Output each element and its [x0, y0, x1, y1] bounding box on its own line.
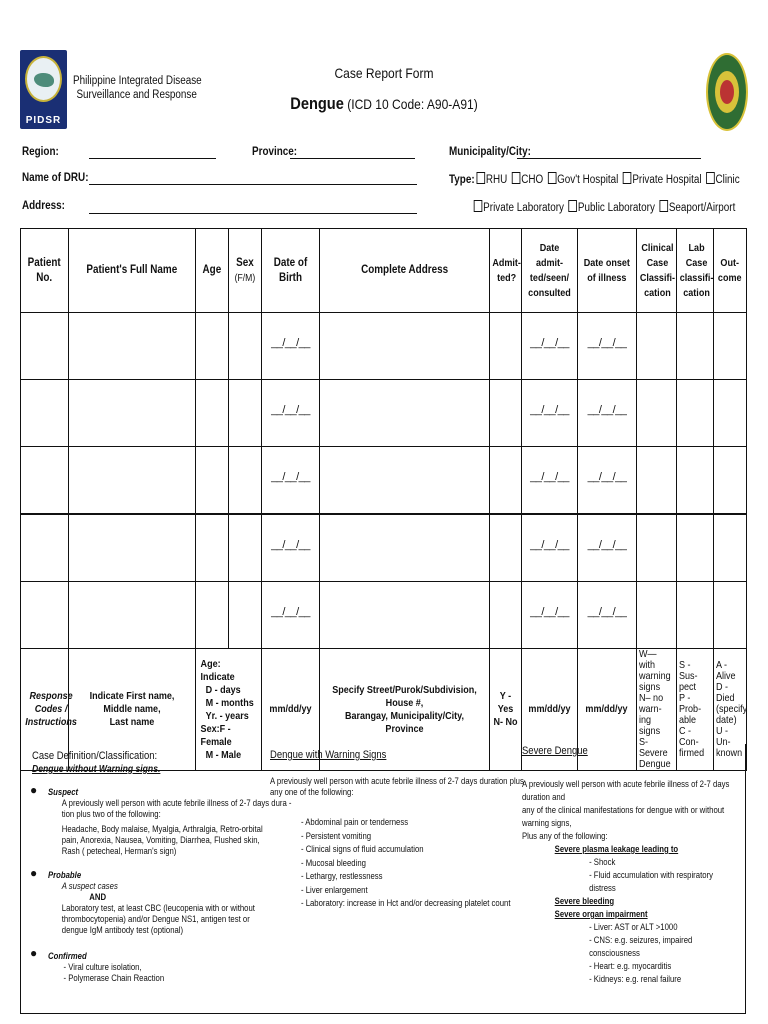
- date-onset-cell[interactable]: __/__/__: [578, 582, 637, 649]
- lab-cell[interactable]: [677, 582, 714, 649]
- name-instruction: Indicate First name, Middle name, Last name: [69, 649, 196, 771]
- admitted-instruction: Y - Yes N- No: [490, 649, 522, 771]
- private-lab-checkbox[interactable]: [474, 200, 483, 212]
- age-cell[interactable]: [196, 447, 229, 515]
- sex-cell[interactable]: [229, 313, 262, 380]
- patient-no-cell[interactable]: [21, 380, 69, 447]
- col-admitted: Admit- ted?: [490, 229, 522, 313]
- col-sex: Sex (F/M): [229, 229, 262, 313]
- clinical-cell[interactable]: [637, 380, 677, 447]
- outcome-cell[interactable]: [714, 313, 747, 380]
- outcome-cell[interactable]: [714, 582, 747, 649]
- pidsr-logo-text: PIDSR: [25, 115, 62, 126]
- suspect-block: Suspect A previously well person with acute febrile illness of 2-7 days dura - tion plus two of the following: Headache, Body malaise, Myalgia, Arthralgia, Retro-orbital pain, Anorexia, Nausea, Vomiting, Diarrhea, Flushed skin, Rash ( petecheal, Herman's sign): [48, 787, 292, 856]
- date-onset-cell[interactable]: __/__/__: [578, 514, 637, 582]
- age-cell[interactable]: [196, 514, 229, 582]
- organization-name: Philippine Integrated Disease Surveillance and Response: [73, 75, 202, 101]
- sex-cell[interactable]: [229, 380, 262, 447]
- date-admitted-cell[interactable]: __/__/__: [522, 582, 578, 649]
- case-report-table: [20, 228, 747, 771]
- icd-code: (ICD 10 Code: A90-A91): [347, 96, 478, 112]
- col-patient-no: Patient No.: [21, 229, 69, 313]
- municipality-label: Municipality/City:: [449, 146, 531, 158]
- col-date-onset: Date onset of illness: [578, 229, 637, 313]
- form-title: Case Report Form: [334, 65, 434, 81]
- govt-hospital-checkbox[interactable]: [548, 172, 557, 184]
- date-onset-cell[interactable]: __/__/__: [578, 313, 637, 380]
- sex-cell[interactable]: [229, 447, 262, 515]
- date-admitted-cell[interactable]: __/__/__: [522, 514, 578, 582]
- confirmed-block: Confirmed - Viral culture isolation, - Polymerase Chain Reaction: [48, 951, 165, 983]
- admitted-cell[interactable]: [490, 380, 522, 447]
- disease-name: Dengue: [290, 94, 344, 113]
- outcome-cell[interactable]: [714, 447, 747, 515]
- bullet-icon: ●: [30, 946, 38, 960]
- table-row: [21, 514, 747, 582]
- seaport-checkbox[interactable]: [659, 200, 668, 212]
- severe-block: Severe Dengue A previously well person with acute febrile illness of 2-7 days duration and any of the clinical manifestations for dengue with or without warning signs, Plus any of the following: Severe plasma leakage leading to - Shock - Fluid accumulation with respiratory distress Severe bleeding Severe organ impairment - Liver: AST or ALT >1000 - CNS: e.g. seizures, impaired consciousness - Heart: e.g. myocarditis - Kidneys: e.g. renal failure: [522, 745, 734, 986]
- probable-block: Probable A suspect cases AND Laboratory test, at least CBC (leucopenia with or without thrombocytopenia) and/or Dengue NS1, antigen test or dengue IgM antibody test (optional): [48, 870, 255, 935]
- clinical-cell[interactable]: [637, 447, 677, 515]
- clinical-cell[interactable]: [637, 514, 677, 582]
- col-outcome: Out- come: [714, 229, 747, 313]
- pidsr-logo: [20, 50, 67, 129]
- col-lab-class: Lab Case classifi- cation: [677, 229, 714, 313]
- address-instruction: Specify Street/Purok/Subdivision, House #, Barangay, Municipality/City, Province: [320, 649, 490, 771]
- date-onset-instruction: mm/dd/yy: [578, 649, 637, 771]
- lab-cell[interactable]: [677, 380, 714, 447]
- no-warning-heading: Dengue without Warning signs.: [32, 764, 161, 775]
- col-dob: Date of Birth: [262, 229, 320, 313]
- patient-no-cell[interactable]: [21, 514, 69, 582]
- instructions-label: Response Codes / Instructions: [21, 649, 69, 771]
- table-row: [21, 313, 747, 380]
- age-sex-instruction: Age: Indicate D - days M - months Yr. - years Sex:F - Female M - Male: [196, 649, 262, 771]
- table-row: [21, 447, 747, 515]
- region-field[interactable]: [89, 158, 216, 159]
- address-cell[interactable]: [320, 514, 490, 582]
- public-lab-checkbox[interactable]: [568, 200, 577, 212]
- address-field[interactable]: [89, 213, 417, 214]
- severe-heading: Severe Dengue: [522, 745, 588, 757]
- address-cell[interactable]: [320, 380, 490, 447]
- cho-checkbox[interactable]: [512, 172, 521, 184]
- name-cell[interactable]: [69, 380, 196, 447]
- name-cell[interactable]: [69, 313, 196, 380]
- warning-heading: Dengue with Warning Signs: [270, 749, 387, 761]
- dru-type-row: Type: RHU CHO Gov't Hospital Private Hospital Clinic: [449, 174, 740, 186]
- age-cell[interactable]: [196, 313, 229, 380]
- definitions-heading: Case Definition/Classification: Dengue without Warning signs.: [32, 750, 161, 775]
- col-clinical-class: Clinical Case Classifi- cation: [637, 229, 677, 313]
- province-label: Province:: [252, 146, 298, 158]
- age-cell[interactable]: [196, 380, 229, 447]
- table-row: [21, 380, 747, 447]
- name-cell[interactable]: [69, 582, 196, 649]
- admitted-cell[interactable]: [490, 447, 522, 515]
- name-cell[interactable]: [69, 514, 196, 582]
- clinical-cell[interactable]: [637, 582, 677, 649]
- dob-cell[interactable]: __/__/__: [262, 380, 320, 447]
- table-header-row: [21, 229, 747, 313]
- dru-field[interactable]: [89, 184, 417, 185]
- bullet-icon: ●: [30, 783, 38, 797]
- lab-cell[interactable]: [677, 514, 714, 582]
- region-label: Region:: [22, 146, 59, 158]
- dob-instruction: mm/dd/yy: [262, 649, 320, 771]
- bullet-icon: ●: [30, 866, 38, 880]
- patient-no-cell[interactable]: [21, 313, 69, 380]
- dru-label: Name of DRU:: [22, 172, 89, 184]
- clinical-codes: W—with warning signs N– no warn- ing signs S-Severe Dengue: [637, 649, 677, 771]
- col-address: Complete Address: [320, 229, 490, 313]
- dob-cell[interactable]: __/__/__: [262, 447, 320, 515]
- date-admitted-cell[interactable]: __/__/__: [522, 380, 578, 447]
- dob-cell[interactable]: __/__/__: [262, 313, 320, 380]
- dob-cell[interactable]: __/__/__: [262, 514, 320, 582]
- lab-cell[interactable]: [677, 313, 714, 380]
- dob-cell[interactable]: __/__/__: [262, 582, 320, 649]
- date-onset-cell[interactable]: __/__/__: [578, 380, 637, 447]
- clinic-checkbox[interactable]: [706, 172, 715, 184]
- age-cell[interactable]: [196, 582, 229, 649]
- address-cell[interactable]: [320, 447, 490, 515]
- province-field[interactable]: [290, 158, 415, 159]
- doh-seal-icon: [706, 53, 748, 131]
- name-cell[interactable]: [69, 447, 196, 515]
- admitted-cell[interactable]: [490, 514, 522, 582]
- municipality-field[interactable]: [517, 158, 701, 159]
- outcome-cell[interactable]: [714, 380, 747, 447]
- col-full-name: Patient's Full Name: [69, 229, 196, 313]
- clinical-cell[interactable]: [637, 313, 677, 380]
- table-row: [21, 582, 747, 649]
- date-onset-cell[interactable]: __/__/__: [578, 447, 637, 515]
- date-admitted-instruction: mm/dd/yy: [522, 649, 578, 771]
- private-hospital-checkbox[interactable]: [623, 172, 632, 184]
- warning-block: Dengue with Warning Signs A previously well person with acute febrile illness of 2-7 days duration plus any one of the following: - Abdominal pain or tenderness - Persistent vomiting - Clinical signs of fluid accumulation - Mucosal bleeding - Lethargy, restlessness - Liver enlargement - Laboratory: increase in Hct and/or decreasing platelet count: [270, 749, 524, 911]
- address-label: Address:: [22, 200, 65, 212]
- patient-no-cell[interactable]: [21, 582, 69, 649]
- type-label: Type:: [449, 174, 475, 186]
- date-admitted-cell[interactable]: __/__/__: [522, 447, 578, 515]
- sex-cell[interactable]: [229, 582, 262, 649]
- address-cell[interactable]: [320, 582, 490, 649]
- outcome-cell[interactable]: [714, 514, 747, 582]
- col-date-admitted: Date admit- ted/seen/ consulted: [522, 229, 578, 313]
- rhu-checkbox[interactable]: [476, 172, 485, 184]
- date-admitted-cell[interactable]: __/__/__: [522, 313, 578, 380]
- outcome-codes: A - Alive D - Died (specify date) U - Un- known: [714, 649, 747, 771]
- dru-type-row-2: Private Laboratory Public Laboratory Seaport/Airport: [472, 200, 735, 214]
- col-age: Age: [196, 229, 229, 313]
- address-cell[interactable]: [320, 313, 490, 380]
- lab-codes: S - Sus- pect P - Prob- able C - Con- firmed: [677, 649, 714, 771]
- sex-cell[interactable]: [229, 514, 262, 582]
- admitted-cell[interactable]: [490, 313, 522, 380]
- lab-cell[interactable]: [677, 447, 714, 515]
- form-subtitle: [54, 94, 714, 114]
- patient-no-cell[interactable]: [21, 447, 69, 515]
- admitted-cell[interactable]: [490, 582, 522, 649]
- warning-list: - Abdominal pain or tenderness - Persistent vomiting - Clinical signs of fluid accumulation - Mucosal bleeding - Lethargy, restlessness - Liver enlargement - Laboratory: increase in Hct and/or decreasing platelet count: [300, 817, 511, 908]
